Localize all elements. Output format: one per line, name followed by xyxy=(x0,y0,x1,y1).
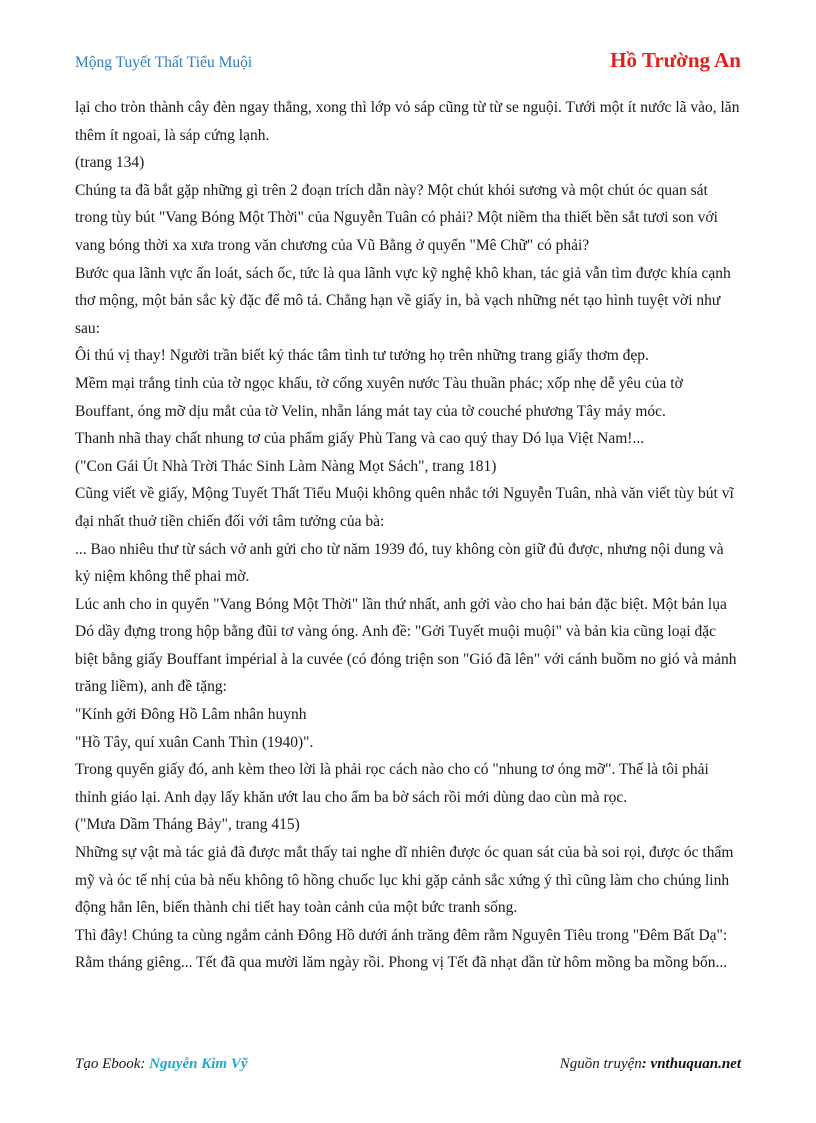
ebook-credit xyxy=(75,1056,248,1073)
page-footer xyxy=(75,1056,741,1078)
quote-paragraph: Trong quyển giấy đó, anh kèm theo lời là phải rọc cách nào cho có "nhung tơ óng mỡ". Thế là tôi phải thỉnh giáo lại. Anh dạy lấy khăn ướt lau cho ẩm ba bờ sách rồi mới dùng dao cùn mà rọc. xyxy=(75,761,709,806)
quote-paragraph: "Kính gởi Đông Hồ Lâm nhân huynh xyxy=(75,706,307,724)
quote-paragraph: Thanh nhã thay chất nhung tơ của phẩm giấy Phù Tang và cao quý thay Dó lụa Việt Nam!... xyxy=(75,430,645,448)
page-header xyxy=(75,48,741,78)
quote-paragraph: Ôi thú vị thay! Người trần biết ký thác tâm tình tư tưởng họ trên những trang giấy thơm đẹp. xyxy=(75,347,649,365)
citation: ("Mưa Dầm Tháng Bảy", trang 415) xyxy=(75,816,300,834)
ebook-label: Tạo Ebook xyxy=(75,1056,141,1072)
paragraph: Thì đây! Chúng ta cùng ngắm cảnh Đông Hồ dưới ánh trăng đêm rằm Nguyên Tiêu trong "Đêm Bất Dạ": xyxy=(75,926,728,944)
paragraph: Cũng viết về giấy, Mộng Tuyết Thất Tiểu Muội không quên nhắc tới Nguyễn Tuân, nhà văn viết tùy bút vĩ đại nhất thuở tiền chiến đối với tâm tưởng của bà: xyxy=(75,485,734,530)
quote-paragraph: "Hồ Tây, quí xuân Canh Thìn (1940)". xyxy=(75,733,314,751)
ebook-separator: : xyxy=(140,1056,150,1072)
paragraph: Những sự vật mà tác giả đã được mắt thấy tai nghe dĩ nhiên được óc quan sát của bà soi rọi, được óc thẩm mỹ và óc tế nhị của bà nếu không tô hồng chuốc lục khi gặp cảnh sắc xứng ý thì cũng làm cho chúng linh động hẳn lên, biến thành chi tiết hay toàn cảnh của một bức tranh sống. xyxy=(75,844,734,917)
paragraph: Chúng ta đã bắt gặp những gì trên 2 đoạn trích dẫn này? Một chút khói sương và một chút óc quan sát trong tùy bút "Vang Bóng Một Thời" của Nguyễn Tuân có phải? Một niềm tha thiết bền sắt tươi son với vang bóng thời xa xưa trong văn chương của Vũ Bằng ở quyển "Mê Chữ" có phải? xyxy=(75,181,718,254)
source-separator: : xyxy=(641,1056,651,1072)
source-site-link[interactable]: vnthuquan.net xyxy=(650,1056,741,1072)
quote-paragraph: ... Bao nhiêu thư từ sách vở anh gửi cho từ năm 1939 đó, tuy không còn giữ đủ được, nhưng nội dung và kỷ niệm không thể phai mờ. xyxy=(75,540,724,586)
quote-paragraph: Mềm mại trắng tinh của tờ ngọc khấu, tờ cống xuyên nước Tàu thuần phác; xốp nhẹ dễ yêu của tờ Bouffant, óng mỡ dịu mắt của tờ Velin, nhẵn láng mát tay của tờ couché phương Tây máy móc. xyxy=(75,374,683,420)
citation: (trang 134) xyxy=(75,154,145,172)
citation: ("Con Gái Út Nhà Trời Thác Sinh Làm Nàng Mọt Sách", trang 181) xyxy=(75,457,497,475)
paragraph: lại cho tròn thành cây đèn ngay thẳng, xong thì lớp vỏ sáp cũng từ từ se nguội. Tưới một ít nước lã vào, lăn thêm ít ngoai, là sáp cứng lạnh. xyxy=(75,99,740,144)
page-body xyxy=(75,94,741,977)
paragraph: Bước qua lãnh vực ấn loát, sách ốc, tức là qua lãnh vực kỹ nghệ khô khan, tác giả vẫn tìm được khía cạnh thơ mộng, một bản sắc kỳ đặc để mô tả. Chẳng hạn về giấy in, bà vạch những nét tạo hình tuyệt vời như sau: xyxy=(75,264,731,337)
source-credit xyxy=(560,1056,741,1073)
author-name: Hồ Trường An xyxy=(610,48,741,72)
quote-paragraph: Rằm tháng giêng... Tết đã qua mười lăm ngày rồi. Phong vị Tết đã nhạt dần từ hôm mồng ba mồng bốn... xyxy=(75,954,728,972)
ebook-creator-name: Nguyễn Kim Vỹ xyxy=(149,1056,248,1072)
source-label: Nguồn truyện xyxy=(559,1056,642,1072)
book-title: Mộng Tuyết Thất Tiểu Muội xyxy=(75,54,253,71)
quote-paragraph: Lúc anh cho in quyển "Vang Bóng Một Thời" lần thứ nhất, anh gởi vào cho hai bản đặc biệt. Một bản lụa Dó dầy đựng trong hộp bằng đũi tơ vàng óng. Anh đề: "Gởi Tuyết muội muội" và bản kia cũng loại đặc biệt bằng giấy Bouffant impérial à la cuvée (có đóng triện son "Gió đã lên" với cánh buồm no gió và mảnh trăng liềm), anh đề tặng: xyxy=(75,595,737,696)
